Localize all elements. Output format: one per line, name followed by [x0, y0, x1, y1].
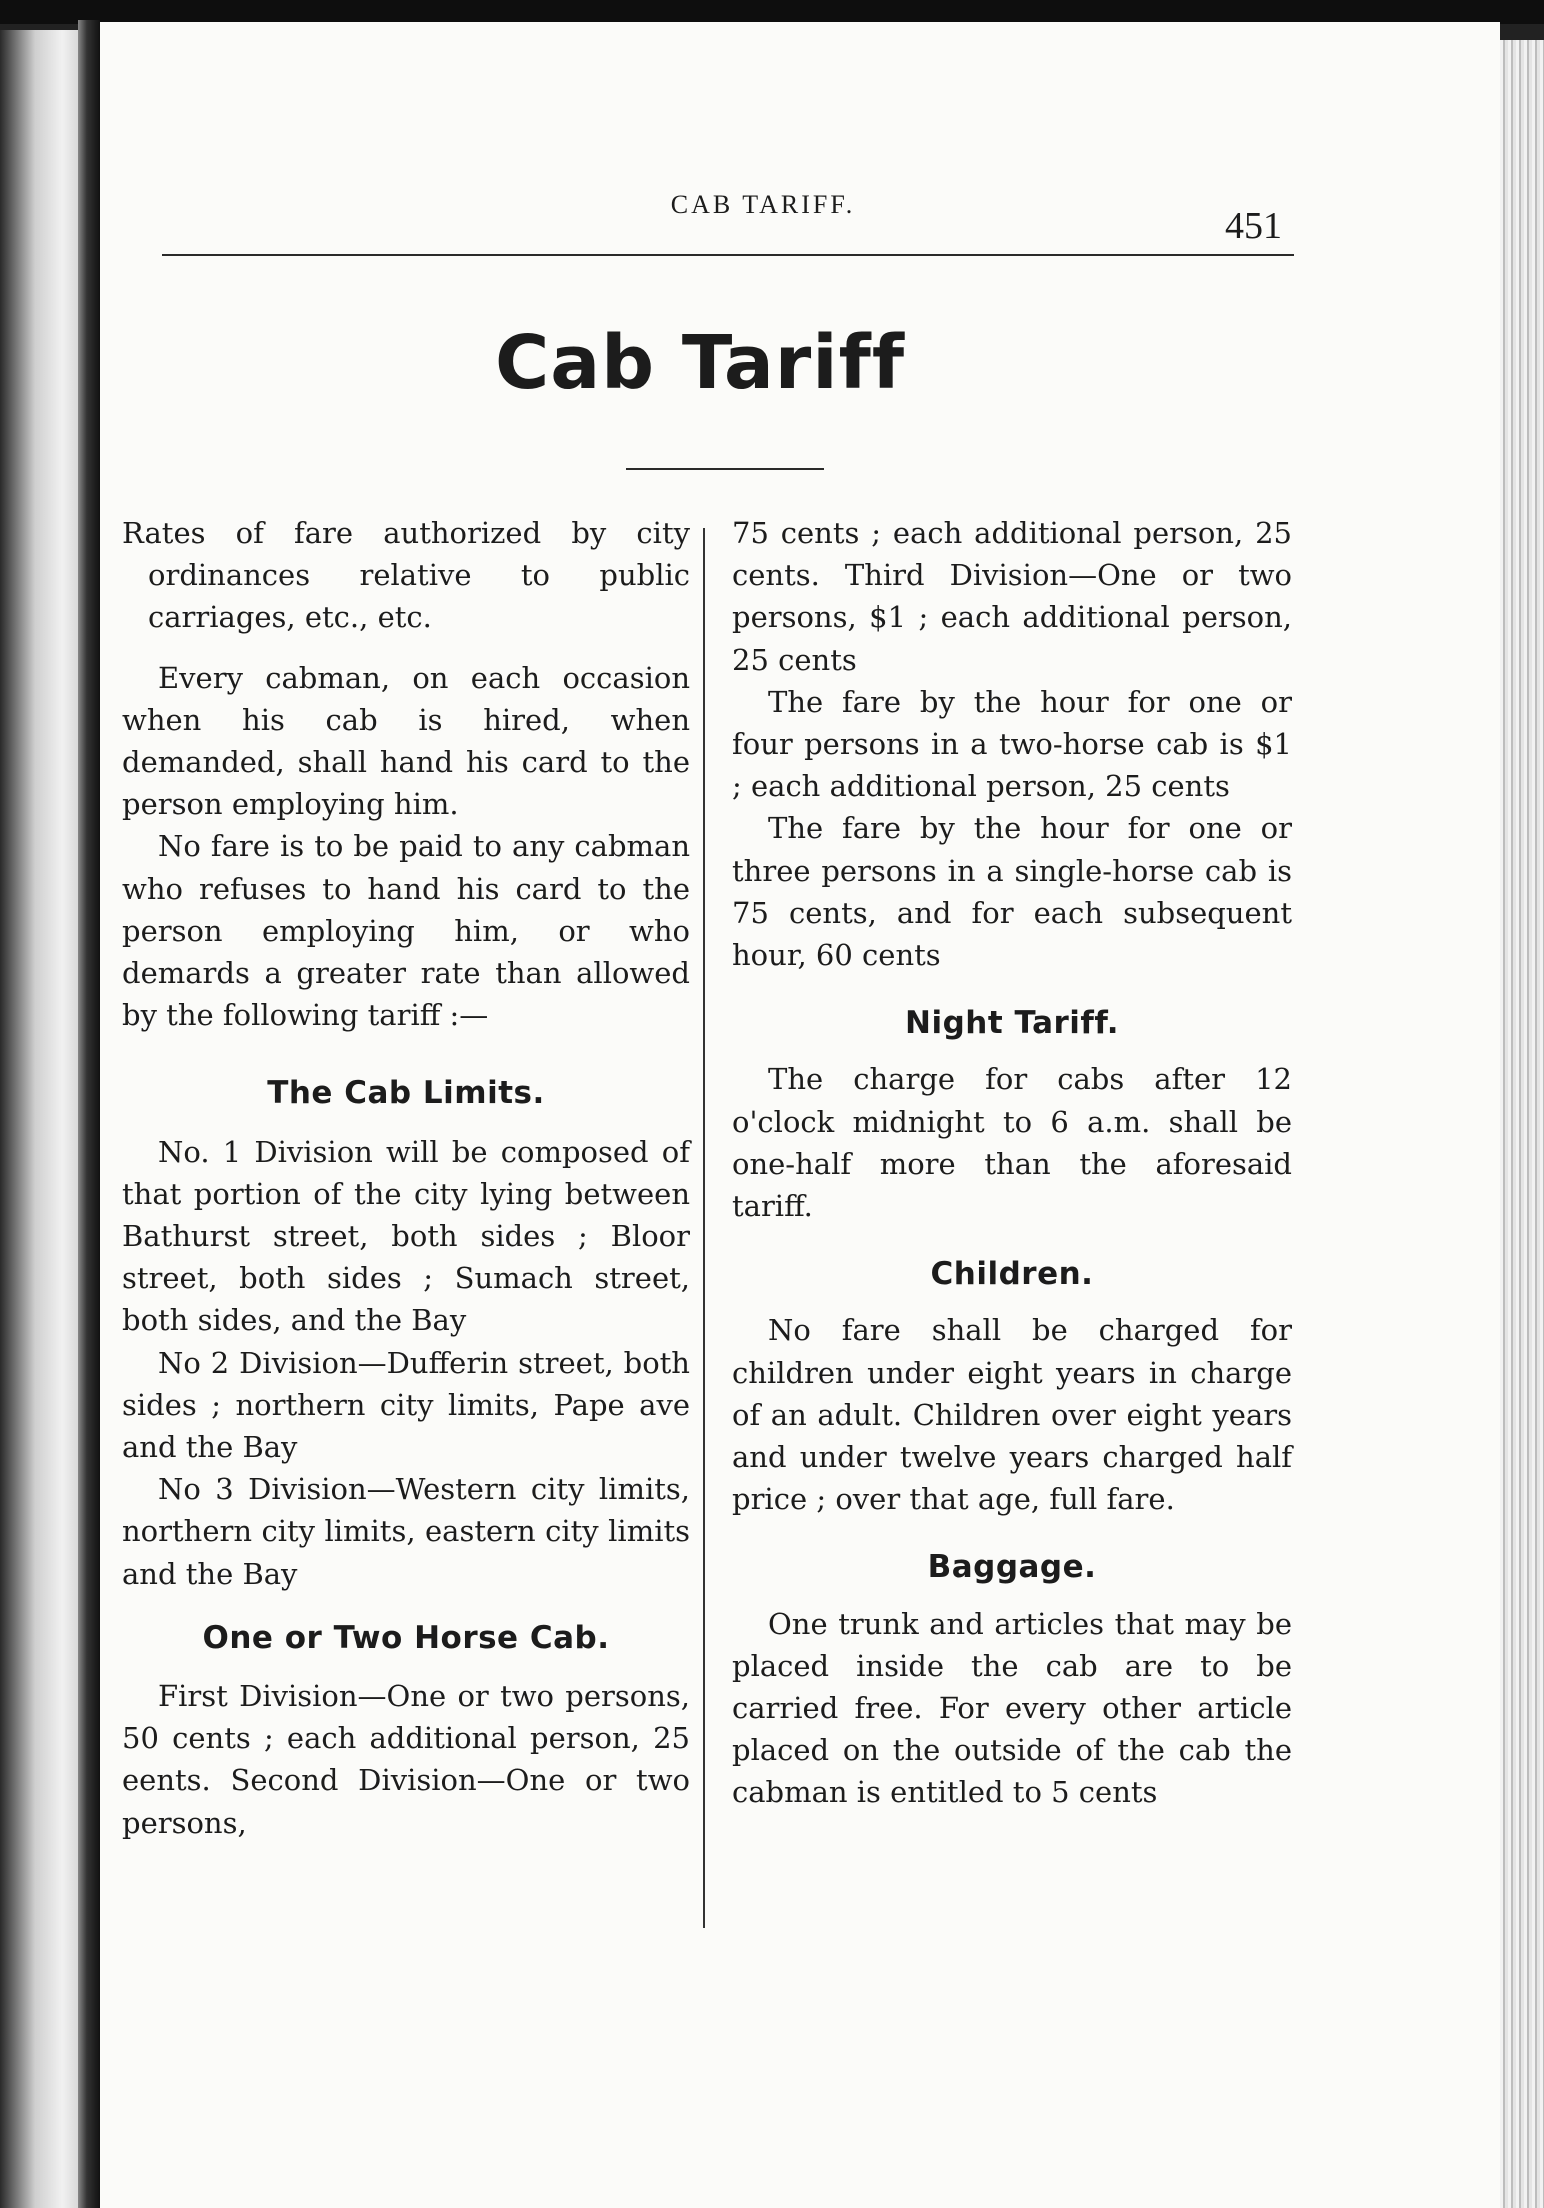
division-fares-continued: 75 cents ; each additional person, 25 cents. Third Division—One or two persons, $1 ; each additional person, 25 cents: [732, 516, 1292, 677]
heading-one-or-two-horse-cab: One or Two Horse Cab.: [202, 1619, 610, 1656]
heading-cab-limits: The Cab Limits.: [267, 1075, 545, 1112]
page-number: 451: [1225, 205, 1282, 247]
division-3-paragraph: No 3 Division—Western city limits, northern city limits, eastern city limits and the Bay: [122, 1472, 690, 1591]
heading-night-tariff: Night Tariff.: [905, 1005, 1119, 1042]
division-1-paragraph: No. 1 Division will be composed of that portion of the city lying between Bathurst street, both sides ; Bloor street, both sides ; Sumach street, both sides, and the Bay: [122, 1134, 690, 1338]
scan-top-edge: [0, 0, 1544, 24]
intro-paragraph: Rates of fare authorized by city ordinances relative to public carriages, etc., etc.: [122, 516, 690, 635]
first-division-paragraph: First Division—One or two persons, 50 cents ; each additional person, 25 eents. Second Division—One or two persons,: [122, 1679, 690, 1840]
heading-children: Children.: [930, 1256, 1094, 1293]
title-rule: [626, 468, 824, 470]
division-2-paragraph: No 2 Division—Dufferin street, both sides ; northern city limits, Pape ave and the Bay: [122, 1345, 690, 1465]
right-column: [732, 512, 1292, 1814]
children-paragraph: No fare shall be charged for children under eight years in charge of an adult. Children over eight years and under twelve years charged half price ; over that age, full fare.: [732, 1313, 1292, 1517]
heading-baggage: Baggage.: [927, 1549, 1097, 1586]
cabman-card-paragraph: Every cabman, on each occasion when his cab is hired, when demanded, shall hand his card to the person employing him.: [122, 660, 690, 822]
left-column: [122, 512, 690, 1844]
refusal-paragraph: No fare is to be paid to any cabman who refuses to hand his card to the person employing him, or who demards a greater rate than allowed by the following tariff :—: [122, 829, 690, 1033]
book-gutter: [78, 20, 100, 2208]
page-title: Cab Tariff: [494, 320, 906, 406]
column-divider: [703, 528, 705, 1928]
two-horse-hourly-paragraph: The fare by the hour for one or four persons in a two-horse cab is $1 ; each additional person, 25 cents: [732, 684, 1292, 804]
night-tariff-paragraph: The charge for cabs after 12 o'clock midnight to 6 a.m. shall be one-half more than the aforesaid tariff.: [732, 1062, 1292, 1224]
single-horse-hourly-paragraph: The fare by the hour for one or three persons in a single-horse cab is 75 cents, and for each subsequent hour, 60 cents: [732, 811, 1292, 973]
baggage-paragraph: One trunk and articles that may be placed inside the cab are to be carried free. For every other article placed on the outside of the cab the cabman is entitled to 5 cents: [732, 1606, 1292, 1810]
page-stack-edge: [1500, 40, 1544, 2208]
running-head: CAB TARIFF.: [670, 190, 856, 219]
header-rule: [162, 254, 1294, 256]
facing-page-edge: [0, 30, 78, 2208]
